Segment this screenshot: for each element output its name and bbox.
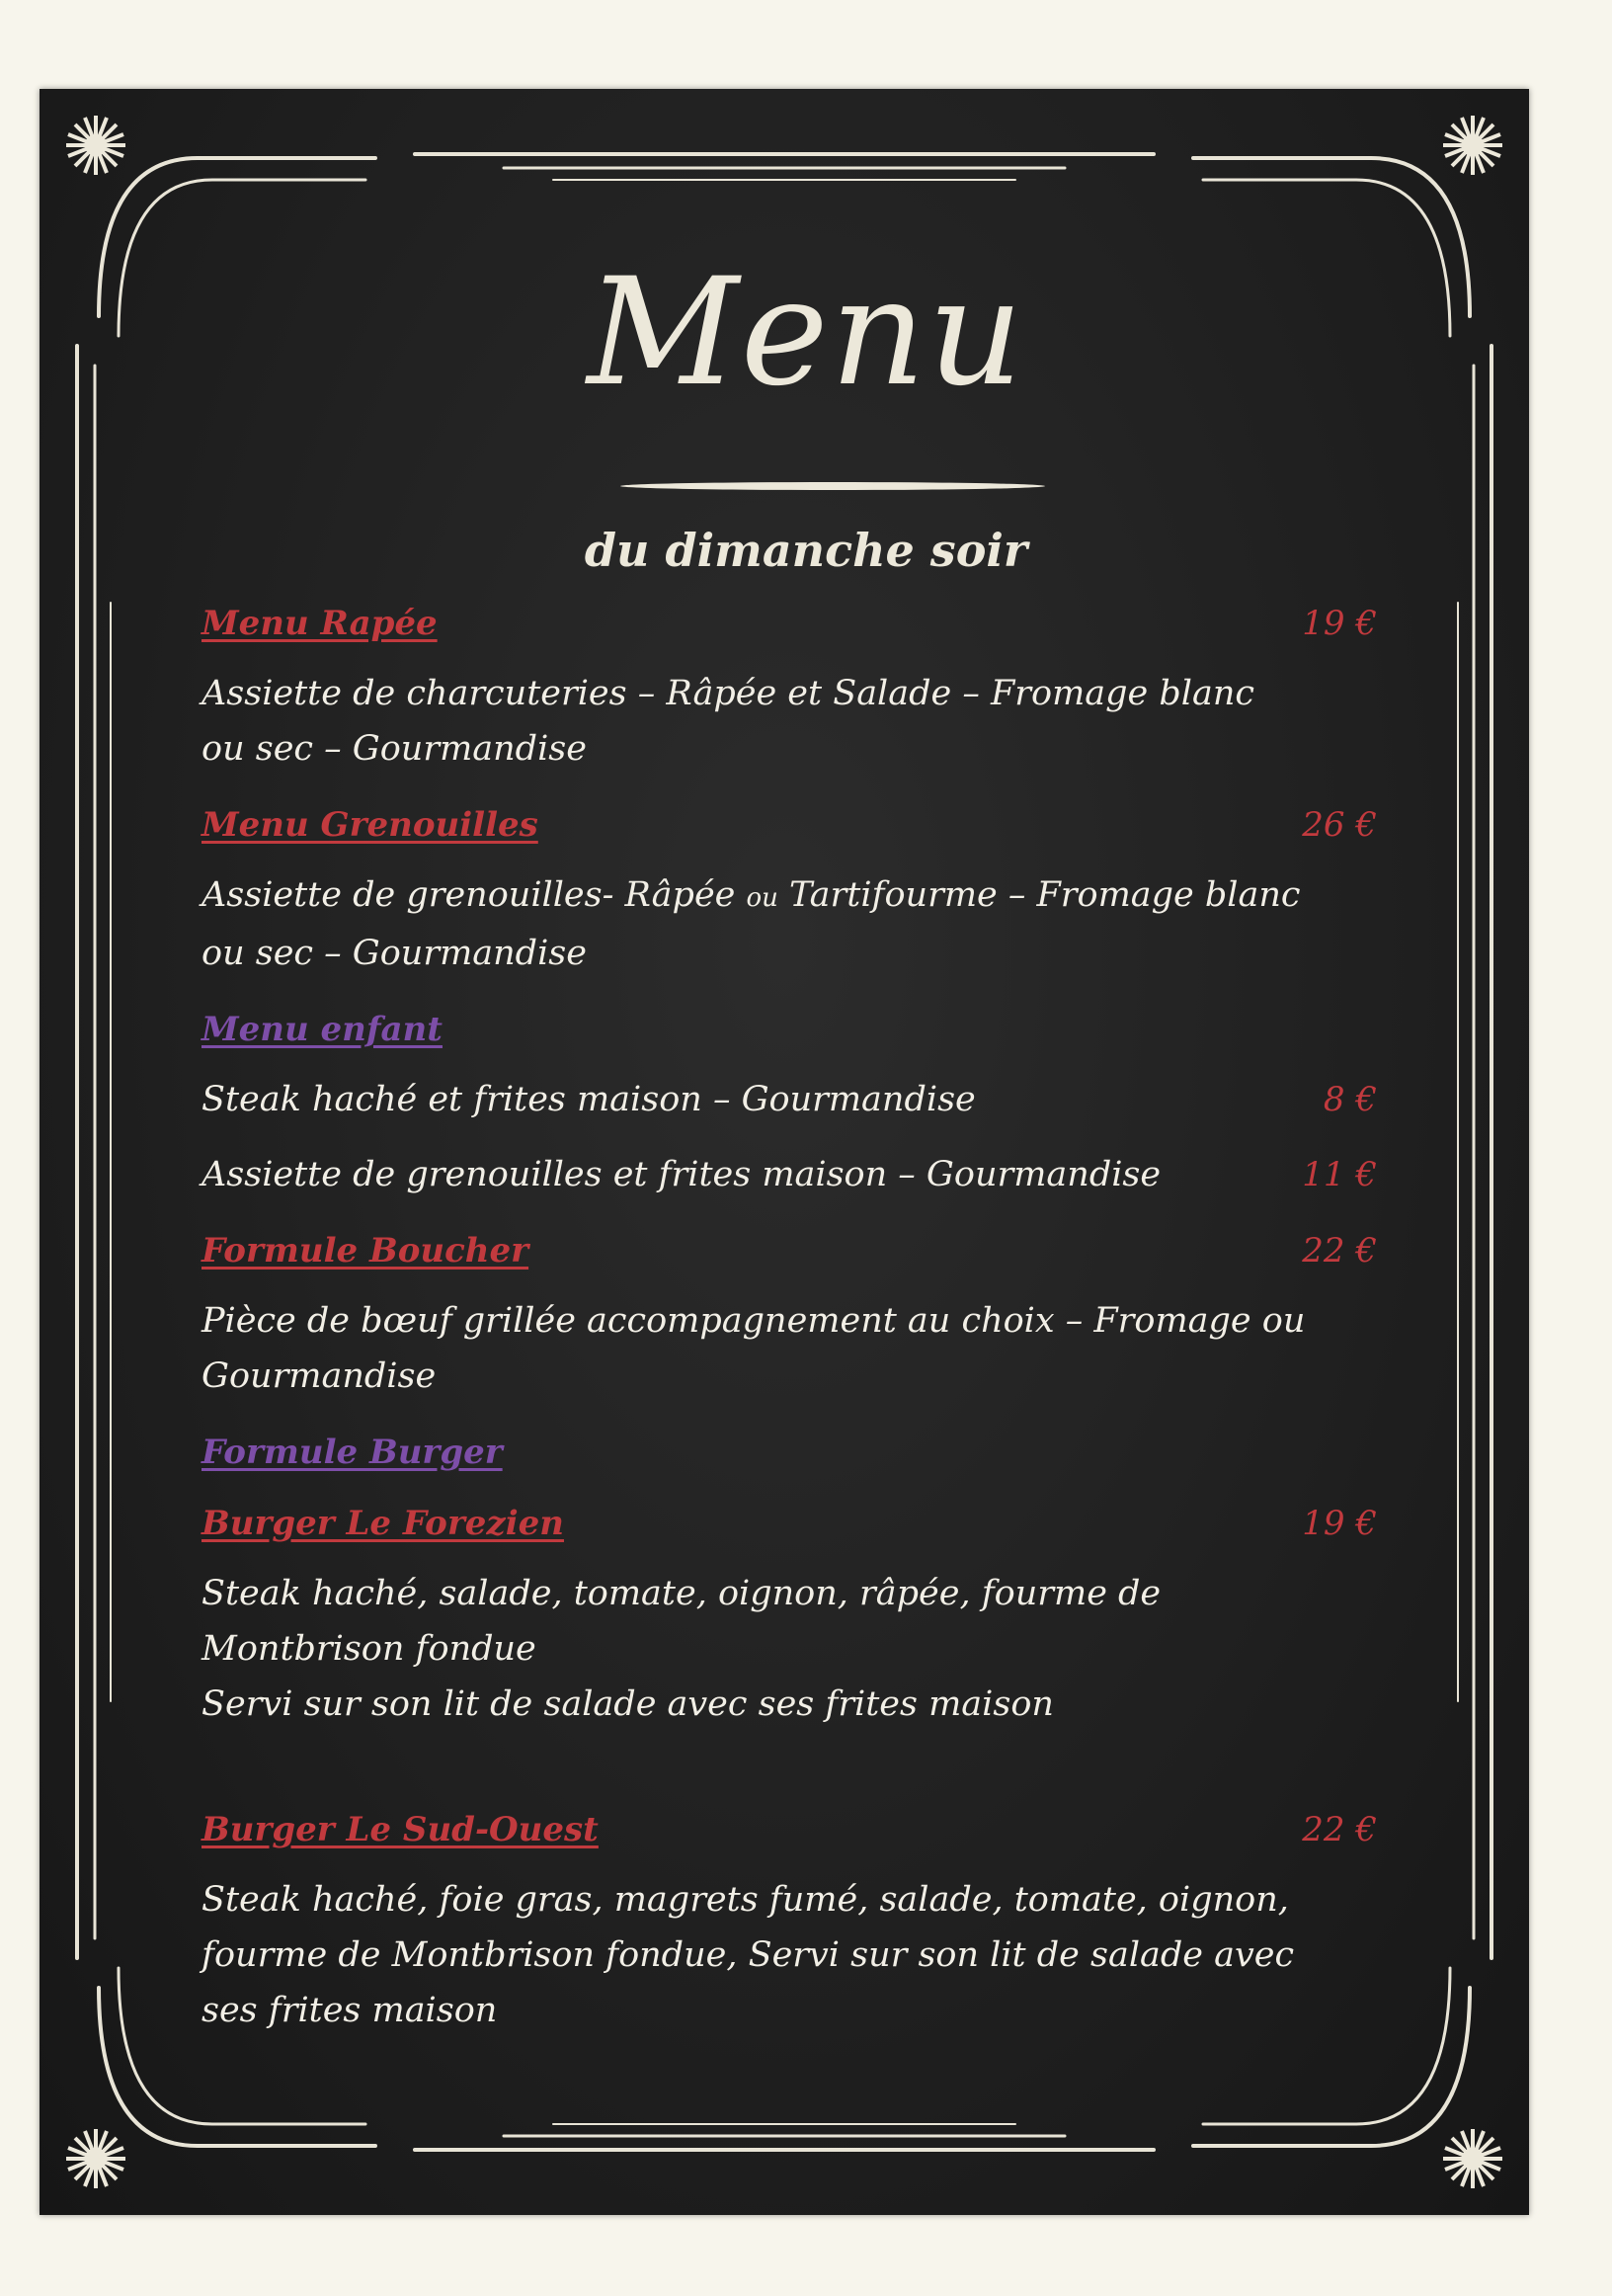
menu-item-price: 11 € — [1302, 1155, 1377, 1194]
section-menu-grenouilles — [202, 802, 1377, 848]
description-line: ou sec – Gourmandise — [202, 934, 587, 973]
description-line: ou sec – Gourmandise — [202, 729, 587, 769]
menu-item-price: 8 € — [1323, 1080, 1377, 1119]
description-text: Assiette de grenouilles- Râpée — [202, 875, 747, 915]
starburst-icon — [1438, 2124, 1507, 2193]
section-price: 22 € — [1302, 1231, 1377, 1271]
section-description — [202, 1566, 1377, 1732]
menu-subtitle: du dimanche soir — [584, 524, 1028, 577]
description-line: Montbrison fondue — [202, 1629, 536, 1669]
description-line: Servi sur son lit de salade avec ses frites maison — [202, 1684, 1054, 1724]
menu-item-name: Assiette de grenouilles et frites maison – Gourmandise — [202, 1155, 1162, 1194]
section-heading: Formule Boucher — [202, 1231, 529, 1271]
description-line: Pièce de bœuf grillée accompagnement au choix – Fromage ou — [202, 1301, 1306, 1341]
section-heading: Burger Le Sud-Ouest — [202, 1810, 599, 1849]
section-formule-boucher — [202, 1228, 1377, 1273]
section-menu-rapee — [202, 601, 1377, 646]
description-line: Assiette de charcuteries – Râpée et Salade – Fromage blanc — [202, 674, 1254, 713]
section-price: 26 € — [1302, 805, 1377, 845]
section-burger-forezien — [202, 1501, 1377, 1546]
starburst-icon — [1438, 111, 1507, 180]
menu-item — [202, 1072, 1377, 1127]
section-menu-enfant — [202, 1007, 1377, 1052]
title-underline — [620, 482, 1045, 490]
menu-item — [202, 1147, 1377, 1202]
section-heading: Menu enfant — [202, 1010, 443, 1049]
section-description — [202, 1872, 1377, 2038]
description-line: Steak haché, foie gras, magrets fumé, salade, tomate, oignon, — [202, 1880, 1289, 1920]
description-line: Gourmandise — [202, 1356, 437, 1396]
section-price: 19 € — [1302, 1504, 1377, 1543]
description-line — [202, 867, 1377, 926]
section-description — [202, 666, 1377, 777]
section-description — [202, 1293, 1377, 1404]
description-text-small: ou — [746, 883, 778, 913]
menu-content — [202, 601, 1377, 2038]
section-heading: Burger Le Forezien — [202, 1504, 564, 1543]
section-price: 19 € — [1302, 604, 1377, 643]
section-heading: Menu Grenouilles — [202, 805, 538, 845]
section-description — [202, 1072, 1377, 1202]
section-heading: Formule Burger — [202, 1433, 503, 1472]
section-description — [202, 867, 1377, 981]
menu-title: Menu — [587, 247, 1025, 419]
section-formule-burger — [202, 1430, 1377, 1475]
menu-item-name: Steak haché et frites maison – Gourmandise — [202, 1080, 976, 1119]
section-burger-sud-ouest — [202, 1807, 1377, 1852]
starburst-icon — [61, 2124, 130, 2193]
description-line: Steak haché, salade, tomate, oignon, râpée, fourme de — [202, 1574, 1162, 1613]
description-line: ses frites maison — [202, 1991, 498, 2030]
section-price: 22 € — [1302, 1810, 1377, 1849]
starburst-icon — [61, 111, 130, 180]
description-text: Tartifourme – Fromage blanc — [777, 875, 1301, 915]
section-heading: Menu Rapée — [202, 604, 438, 643]
description-line: fourme de Montbrison fondue, Servi sur son lit de salade avec — [202, 1935, 1295, 1975]
